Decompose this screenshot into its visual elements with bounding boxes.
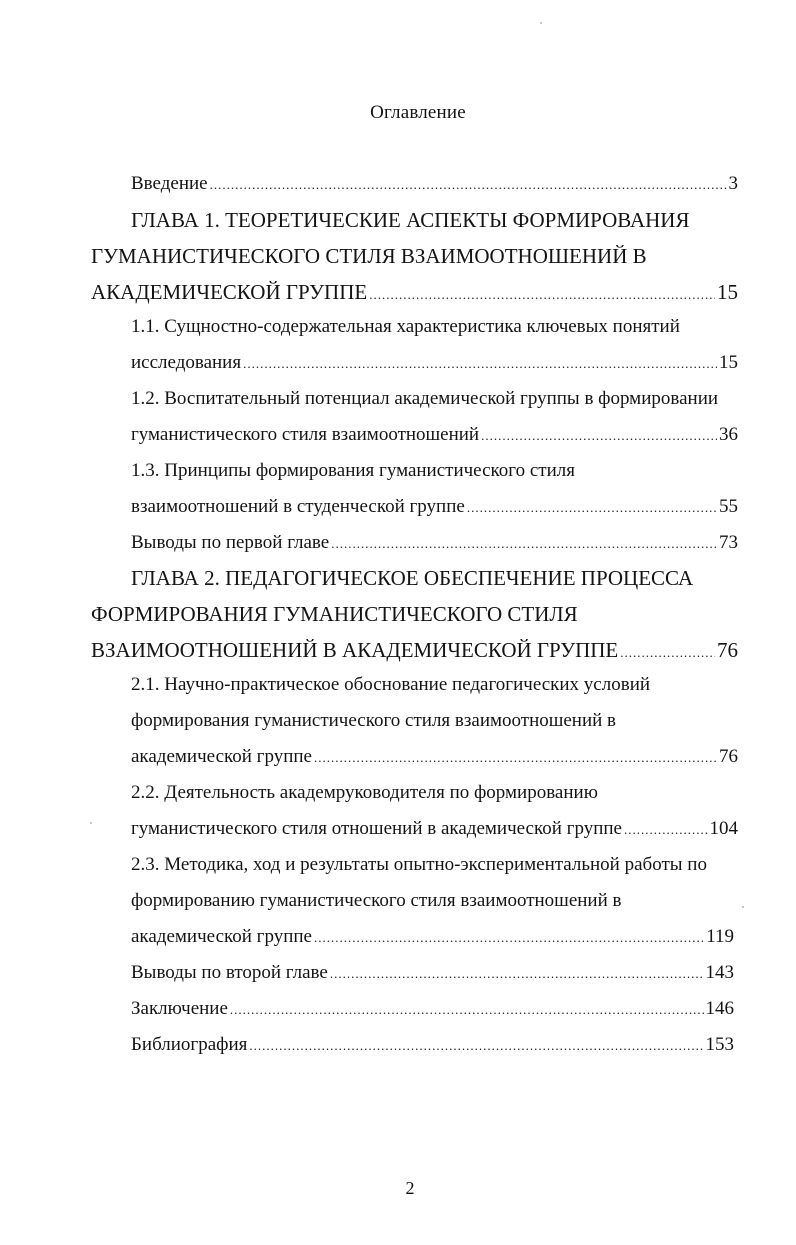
page-number: 2 xyxy=(405,1178,415,1198)
toc-chapter-line[interactable] xyxy=(131,566,751,596)
toc-entry[interactable] xyxy=(131,818,738,848)
toc-leader xyxy=(249,1038,703,1054)
toc-entry-text: Выводы по второй главе xyxy=(131,962,328,983)
toc-section-line[interactable] xyxy=(131,782,751,812)
scan-speck xyxy=(90,822,92,824)
toc-entry-text: гуманистического стиля взаимоотношений xyxy=(131,424,480,445)
toc-entry-text: Заключение xyxy=(131,998,228,1019)
toc-entry[interactable] xyxy=(131,962,734,992)
toc-entry[interactable] xyxy=(131,424,738,454)
toc-section-line[interactable] xyxy=(131,674,751,704)
toc-entry-page: 143 xyxy=(705,962,734,983)
toc-leader xyxy=(314,930,704,946)
toc-chapter-line[interactable] xyxy=(91,244,751,274)
toc-entry-text: ВЗАИМООТНОШЕНИЙ В АКАДЕМИЧЕСКОЙ ГРУППЕ xyxy=(91,638,619,662)
toc-entry-text: гуманистического стиля отношений в академической группе xyxy=(131,818,622,839)
toc-entry-text: Выводы по первой главе xyxy=(131,532,330,553)
toc-entry-text: исследования xyxy=(131,352,242,373)
toc-section-line[interactable] xyxy=(131,890,751,920)
toc-section-line[interactable] xyxy=(131,854,751,884)
toc-entry-page: 15 xyxy=(719,352,738,373)
toc-entry-text: 2.2. Деятельность академруководителя по формированию xyxy=(131,782,598,803)
toc-chapter-line[interactable] xyxy=(91,602,751,632)
toc-leader xyxy=(467,500,717,516)
toc-leader xyxy=(230,1002,704,1018)
toc-entry[interactable] xyxy=(131,926,734,956)
toc-entry-text: 2.3. Методика, ход и результаты опытно-экспериментальной работы по xyxy=(131,854,707,875)
toc-leader xyxy=(243,356,717,372)
toc-entry-text: 1.1. Сущностно-содержательная характеристика ключевых понятий xyxy=(131,316,680,337)
toc-entry-page: 15 xyxy=(717,280,738,304)
toc-chapter-line[interactable] xyxy=(131,208,751,238)
toc-entry-page: 55 xyxy=(719,496,738,517)
toc-section-line[interactable] xyxy=(131,460,751,490)
toc-leader xyxy=(620,645,715,661)
toc-section-line[interactable] xyxy=(131,316,751,346)
toc-entry[interactable] xyxy=(131,532,738,562)
toc-section-line[interactable] xyxy=(131,710,751,740)
toc-leader xyxy=(330,966,704,982)
toc-leader xyxy=(210,177,727,193)
toc-entry-text: академической группе xyxy=(131,746,312,767)
toc-entry-page: 36 xyxy=(719,424,738,445)
toc-entry-page: 76 xyxy=(717,638,738,662)
toc-entry-text: академической группе xyxy=(131,926,312,947)
toc-entry[interactable] xyxy=(131,352,738,382)
toc-entry-page: 76 xyxy=(719,746,738,767)
toc-entry-text: 2.1. Научно-практическое обоснование педагогических условий xyxy=(131,674,651,695)
toc-entry-page: 73 xyxy=(719,532,738,553)
scan-speck xyxy=(742,906,744,908)
toc-entry-text: формирования гуманистического стиля взаимоотношений в xyxy=(131,710,617,731)
toc-leader xyxy=(331,536,717,552)
toc-leader xyxy=(624,822,708,838)
toc-entry[interactable] xyxy=(131,746,738,776)
toc-leader xyxy=(369,287,715,303)
toc-entry-page: 153 xyxy=(705,1034,734,1055)
toc-entry-page: 119 xyxy=(706,926,734,947)
toc-entry[interactable] xyxy=(91,638,738,668)
toc-entry-text: ФОРМИРОВАНИЯ ГУМАНИСТИЧЕСКОГО СТИЛЯ xyxy=(91,602,578,626)
toc-entry-text: Введение xyxy=(131,173,208,194)
toc-entry[interactable] xyxy=(131,998,734,1028)
toc-leader xyxy=(314,750,717,766)
toc-entry-text: формированию гуманистического стиля взаимоотношений в xyxy=(131,890,622,911)
toc-entry-text: Библиография xyxy=(131,1034,248,1055)
toc-entry-text: ГЛАВА 2. ПЕДАГОГИЧЕСКОЕ ОБЕСПЕЧЕНИЕ ПРОЦЕССА xyxy=(131,566,694,590)
toc-entry-text: ГЛАВА 1. ТЕОРЕТИЧЕСКИЕ АСПЕКТЫ ФОРМИРОВАНИЯ xyxy=(131,208,690,232)
toc-entry-page: 104 xyxy=(709,818,738,839)
toc-entry[interactable] xyxy=(131,496,738,526)
toc-entry-text: 1.2. Воспитательный потенциал академической группы в формировании xyxy=(131,388,719,409)
toc-entry-text: ГУМАНИСТИЧЕСКОГО СТИЛЯ ВЗАИМООТНОШЕНИЙ В xyxy=(91,244,647,268)
toc-leader xyxy=(481,428,717,444)
toc-entry-text: 1.3. Принципы формирования гуманистического стиля xyxy=(131,460,575,481)
toc-entry[interactable] xyxy=(131,173,738,203)
scan-speck xyxy=(540,22,542,24)
toc-title: Оглавление xyxy=(370,102,466,123)
toc-entry-page: 3 xyxy=(728,173,738,194)
toc-entry[interactable] xyxy=(91,280,738,310)
toc-entry[interactable] xyxy=(131,1034,734,1064)
toc-entry-page: 146 xyxy=(705,998,734,1019)
toc-section-line[interactable] xyxy=(131,388,751,418)
toc-entry-text: АКАДЕМИЧЕСКОЙ ГРУППЕ xyxy=(91,280,368,304)
toc-entry-text: взаимоотношений в студенческой группе xyxy=(131,496,465,517)
